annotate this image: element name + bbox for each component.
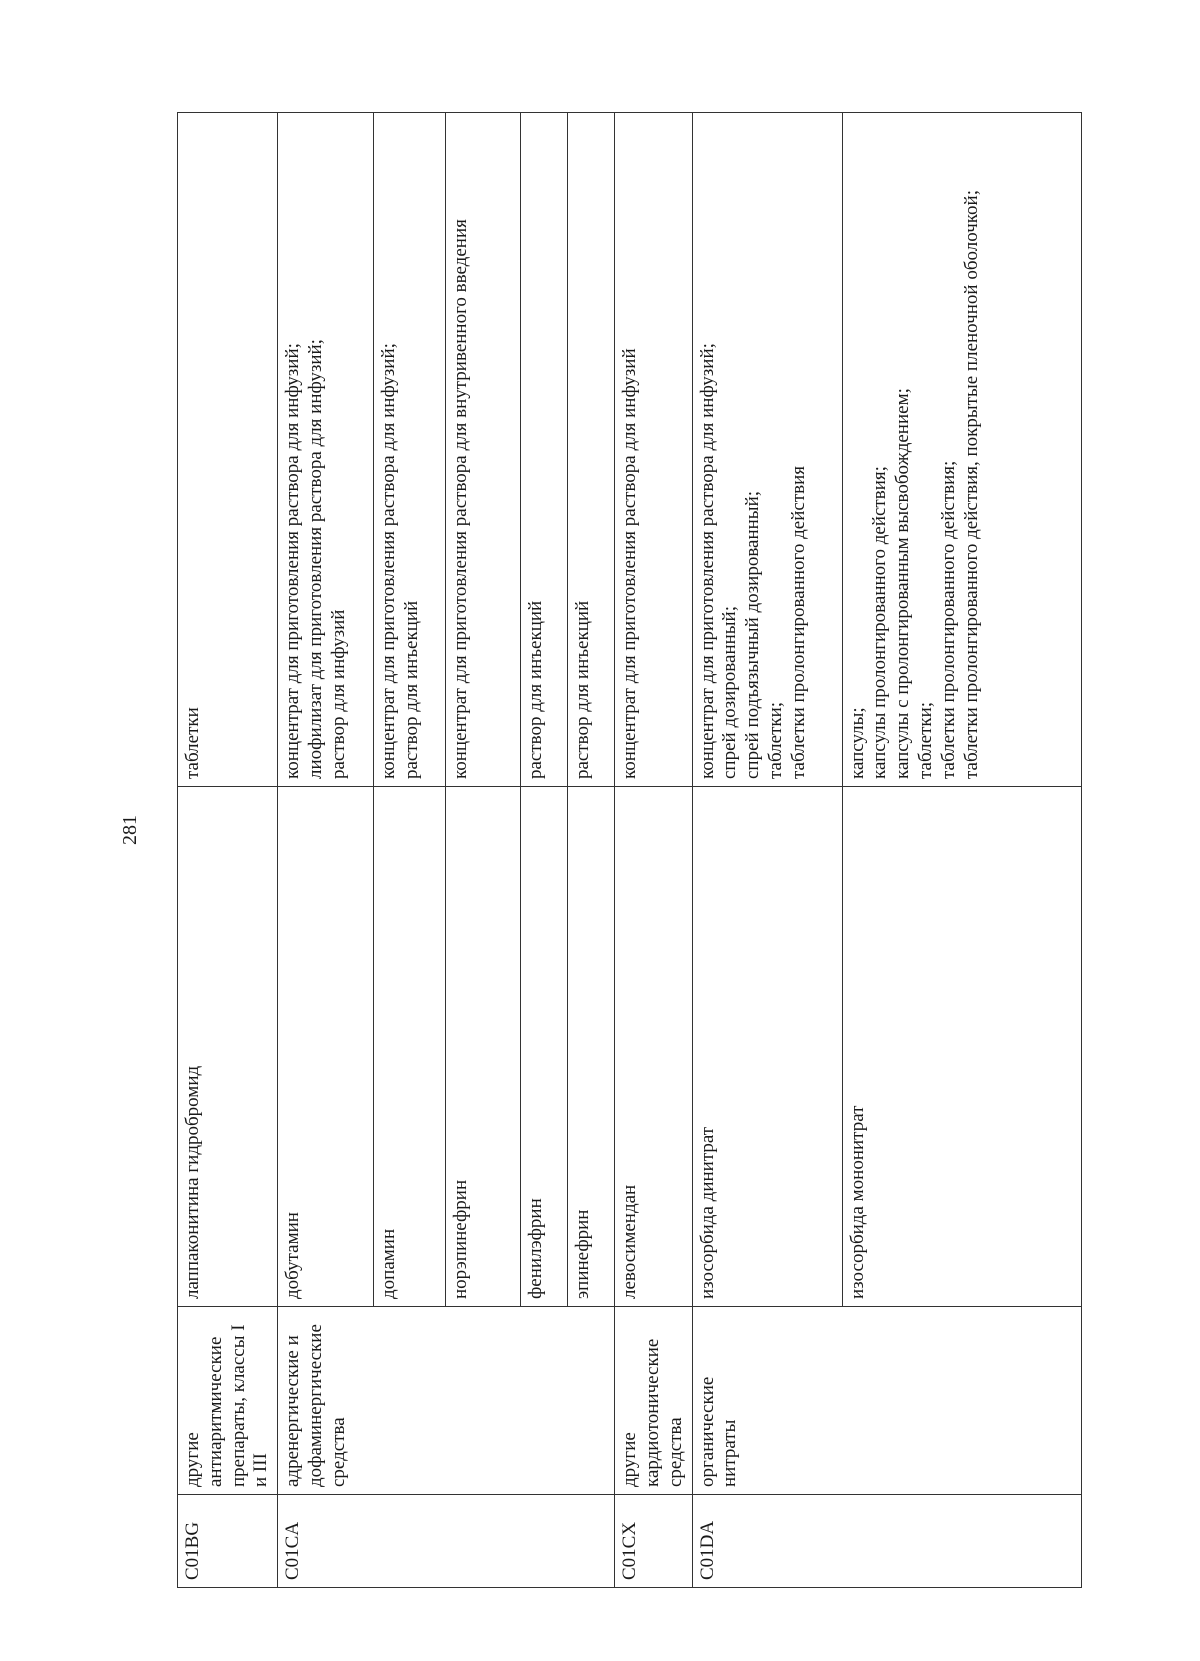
atc-code-cell: C01BG bbox=[178, 1495, 278, 1588]
dosage-form-line: концентрат для приготовления раствора для инфузий; bbox=[282, 343, 304, 779]
table-row bbox=[178, 113, 278, 1588]
drug-name-cell: левосимендан bbox=[615, 787, 692, 1307]
drug-name-cell: допамин bbox=[374, 787, 446, 1307]
group-cell: другие кардиотонические средства bbox=[615, 1307, 692, 1495]
dosage-form-cell bbox=[446, 113, 521, 787]
dosage-form-cell bbox=[178, 113, 278, 787]
dosage-form-line: спрей дозированный; bbox=[719, 606, 741, 779]
table-row bbox=[692, 113, 842, 1588]
drug-table bbox=[177, 112, 1082, 1588]
dosage-form-line: таблетки; bbox=[914, 701, 936, 779]
dosage-form-line: лиофилизат для приготовления раствора для инфузий; bbox=[304, 339, 326, 779]
dosage-form-line: таблетки пролонгированного действия; bbox=[937, 460, 959, 779]
drug-name-cell: лаппаконитина гидробромид bbox=[178, 787, 278, 1307]
table-row bbox=[615, 113, 692, 1588]
table-row bbox=[278, 113, 374, 1588]
dosage-form-line: концентрат для приготовления раствора для инфузий; bbox=[696, 343, 718, 779]
drug-name-cell: изосорбида динитрат bbox=[692, 787, 842, 1307]
dosage-form-line: таблетки; bbox=[764, 701, 786, 779]
dosage-form-line: капсулы; bbox=[846, 707, 868, 779]
atc-code-cell: C01CA bbox=[278, 1495, 615, 1588]
dosage-form-cell bbox=[568, 113, 615, 787]
dosage-form-line: таблетки пролонгированного действия, покрытые пленочной оболочкой; bbox=[960, 190, 982, 779]
dosage-form-line: концентрат для приготовления раствора для внутривенного введения bbox=[450, 219, 472, 779]
group-cell: органические нитраты bbox=[692, 1307, 1081, 1495]
dosage-form-line: таблетки пролонгированного действия bbox=[787, 466, 809, 779]
drug-name-cell: изосорбида мононитрат bbox=[842, 787, 1081, 1307]
dosage-form-cell bbox=[374, 113, 446, 787]
dosage-form-cell bbox=[278, 113, 374, 787]
drug-name-cell: эпинефрин bbox=[568, 787, 615, 1307]
drug-name-cell: добутамин bbox=[278, 787, 374, 1307]
dosage-form-cell bbox=[692, 113, 842, 787]
rotated-table-container bbox=[177, 113, 1082, 1588]
dosage-form-line: раствор для инъекций bbox=[572, 600, 594, 779]
page-number: 281 bbox=[119, 815, 141, 845]
dosage-form-line: спрей подъязычный дозированный; bbox=[742, 490, 764, 779]
group-cell: адренергические и дофаминергические средства bbox=[278, 1307, 615, 1495]
dosage-form-cell bbox=[842, 113, 1081, 787]
group-cell: другие антиаритмические препараты, классы I и III bbox=[178, 1307, 278, 1495]
drug-name-cell: норэпинефрин bbox=[446, 787, 521, 1307]
drug-name-cell: фенилэфрин bbox=[521, 787, 568, 1307]
dosage-form-line: капсулы с пролонгированным высвобождением; bbox=[892, 388, 914, 779]
dosage-form-line: таблетки bbox=[182, 707, 203, 779]
atc-code-cell: C01DA bbox=[692, 1495, 1081, 1588]
atc-code-cell: C01CX bbox=[615, 1495, 692, 1588]
dosage-form-line: раствор для инъекций bbox=[525, 600, 547, 779]
dosage-form-line: капсулы пролонгированного действия; bbox=[869, 466, 891, 779]
dosage-form-cell bbox=[615, 113, 692, 787]
dosage-form-line: концентрат для приготовления раствора для инфузий; bbox=[378, 343, 400, 779]
dosage-form-line: концентрат для приготовления раствора для инфузий bbox=[619, 348, 641, 779]
dosage-form-line: раствор для инъекций bbox=[400, 600, 422, 779]
dosage-form-cell bbox=[521, 113, 568, 787]
dosage-form-line: раствор для инфузий bbox=[327, 609, 349, 779]
